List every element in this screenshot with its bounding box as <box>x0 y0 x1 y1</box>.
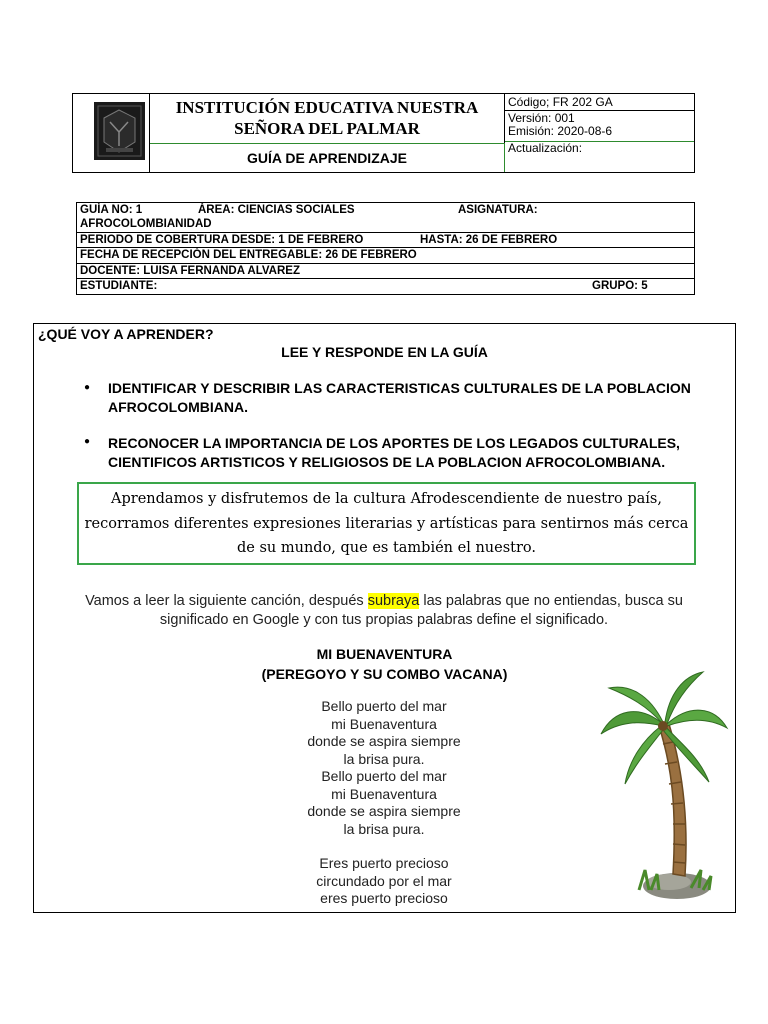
institution-logo-icon <box>94 102 145 160</box>
instructions-after: las palabras que no entiendas, busca su significado en Google y con tus propias palabras define el significado. <box>159 593 683 628</box>
highlighted-word: subraya <box>367 593 420 609</box>
instructions <box>54 592 714 630</box>
codigo-field: Código; FR 202 GA <box>505 94 694 111</box>
lyric-line: la brisa pura. <box>343 820 425 837</box>
info-row-estudiante <box>77 279 694 294</box>
periodo: PERIODO DE COBERTURA DESDE: 1 DE FEBRERO <box>80 234 364 246</box>
info-row-periodo <box>77 233 694 248</box>
song-title: MI BUENAVENTURA <box>316 646 453 662</box>
bullet-icon: ● <box>84 436 91 447</box>
guia-no: GUÍA NO: 1 <box>80 204 143 216</box>
asignatura-value: AFROCOLOMBIANIDAD <box>80 218 212 230</box>
info-row-fecha <box>77 248 694 264</box>
institution-title <box>150 94 505 143</box>
palm-tree-icon <box>599 664 729 904</box>
asignatura-label: ASIGNATURA: <box>458 204 538 216</box>
hasta: HASTA: 26 DE FEBRERO <box>420 234 558 246</box>
objective-item: IDENTIFICAR Y DESCRIBIR LAS CARACTERISTICAS CULTURALES DE LA POBLACION AFROCOLOMBIANA. <box>108 380 691 415</box>
objective-item: RECONOCER LA IMPORTANCIA DE LOS APORTES DE LOS LEGADOS CULTURALES, CIENTIFICOS ARTISTICOS Y RELIGIOSOS DE LA POBLACION AFROCOLOMBIANA. <box>108 435 680 470</box>
document-header <box>72 93 695 173</box>
guide-info-table <box>76 202 695 295</box>
lyric-line: eres puerto precioso <box>320 890 448 906</box>
estudiante-label: ESTUDIANTE: <box>80 280 158 292</box>
song-lyrics <box>234 698 534 908</box>
institution-line1: INSTITUCIÓN EDUCATIVA NUESTRA <box>175 98 479 117</box>
emision-text: Emisión: 2020-08-6 <box>508 124 613 138</box>
lyric-line: la brisa pura. <box>343 750 425 767</box>
guide-label: GUÍA DE APRENDIZAJE <box>150 143 505 172</box>
info-row-docente <box>77 264 694 279</box>
version-emision-field <box>505 111 694 142</box>
version-text: Versión: 001 <box>508 111 575 125</box>
lyric-line: donde se aspira siempre <box>307 803 461 819</box>
docente: DOCENTE: LUISA FERNANDA ALVAREZ <box>80 265 300 277</box>
read-heading: LEE Y RESPONDE EN LA GUÍA <box>281 344 488 360</box>
grupo: GRUPO: 5 <box>592 280 648 292</box>
callout-box: Aprendamos y disfrutemos de la cultura Afrodescendiente de nuestro país, recorramos diferentes expresiones literarias y artísticas para sentirnos más cerca de su mundo, que es también el nuestro. <box>77 482 696 565</box>
fecha-recepcion: FECHA DE RECEPCIÓN DEL ENTREGABLE: 26 DE FEBRERO <box>80 249 417 261</box>
lyric-line: Eres puerto precioso <box>319 855 449 871</box>
lyric-line: mi Buenaventura <box>331 785 437 802</box>
instructions-before: Vamos a leer la siguiente canción, después <box>85 593 368 609</box>
learn-heading: ¿QUÉ VOY A APRENDER? <box>38 326 214 342</box>
lyric-line: Bello puerto del mar <box>321 698 447 714</box>
lyric-line: donde se aspira siempre <box>307 733 461 749</box>
lyric-line: circundado por el mar <box>316 872 452 889</box>
song-artist: (PEREGOYO Y SU COMBO VACANA) <box>261 666 508 682</box>
bullet-icon: ● <box>84 382 91 393</box>
info-row-guide <box>77 203 694 233</box>
lyric-line: mi Buenaventura <box>331 715 437 732</box>
stanza-gap <box>234 838 534 855</box>
institution-line2: SEÑORA DEL PALMAR <box>234 119 420 138</box>
logo-cell <box>73 94 150 172</box>
lyric-line: Bello puerto del mar <box>321 768 447 784</box>
learning-section <box>33 323 736 913</box>
area: ÁREA: CIENCIAS SOCIALES <box>198 204 355 216</box>
actualizacion-field: Actualización: <box>508 141 583 155</box>
